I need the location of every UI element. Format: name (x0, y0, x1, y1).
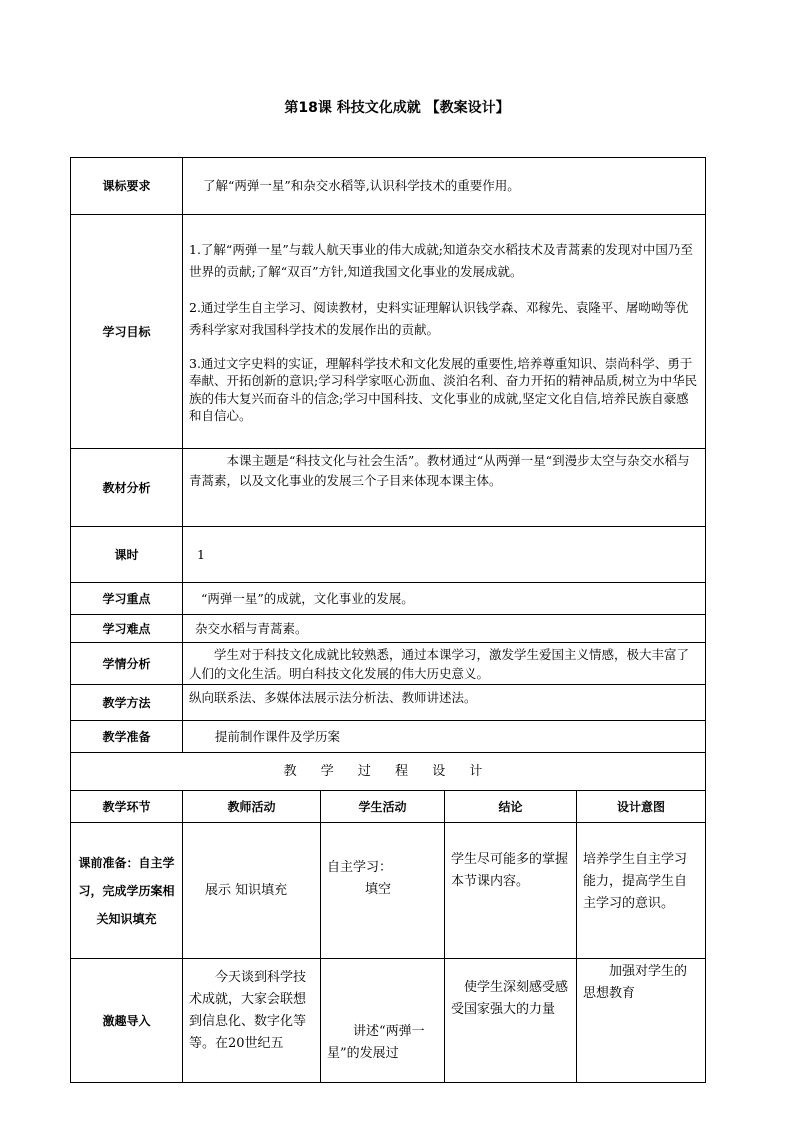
row-hours (71, 527, 706, 583)
row-key (71, 583, 706, 615)
row-method (71, 685, 706, 721)
label-method: 教学方法 (71, 685, 183, 721)
intent-intro: 加强对学生的思想教育 (577, 959, 706, 1083)
page-title: 第18课 科技文化成就 【教案设计】 (284, 100, 510, 116)
stage-intro: 激趣导入 (71, 959, 183, 1083)
conclusion-intro: 使学生深刻感受感受国家强大的力量 (445, 959, 577, 1083)
value-analysis: 本课主题是“科技文化与社会生活”。教材通过“从两弹一星“到漫步太空与杂交水稻与青蒿素，以及文化事业的发展三个子目来体现本课主体。 (183, 449, 706, 527)
value-standard: 了解“两弹一星”和杂交水稻等,认识科学技术的重要作用。 (183, 158, 706, 215)
goal-item-1: 1.了解“两弹一星”与载人航天事业的伟大成就;知道杂交水稻技术及青蒿素的发现对中国乃至世界的贡献;了解“双百”方针,知道我国文化事业的发展成就。 (189, 241, 693, 279)
row-prep (71, 721, 706, 753)
goal-item-2: 2.通过学生自主学习、阅读教材，史料实证理解认识钱学森、邓稼先、袁隆平、屠呦呦等优秀科学家对我国科学技术的发展作出的贡献。 (189, 299, 689, 337)
goal-item-3: 3.通过文字史料的实证，理解科学技术和文化发展的重要性,培养尊重知识、崇尚科学、勇于奉献、开拓创新的意识;学习科学家呕心沥血、淡泊名利、奋力开拓的精神品质,树立为中华民族的伟大复兴而奋斗的信念;学习中国科技、文化事业的成就,坚定文化自信,培养民族自豪感和自信心。 (189, 355, 698, 423)
process-row-prep (71, 823, 706, 959)
header-intent: 设计意图 (577, 791, 706, 823)
label-standard: 课标要求 (71, 158, 183, 215)
header-student: 学生活动 (321, 791, 445, 823)
label-hours: 课时 (71, 527, 183, 583)
student-activity-intro: 讲述“两弹一星”的发展过 (321, 959, 445, 1083)
process-header-row (71, 791, 706, 823)
header-conclusion: 结论 (445, 791, 577, 823)
label-situation: 学情分析 (71, 643, 183, 685)
teacher-activity-prep: 展示 知识填充 (183, 823, 321, 959)
label-difficulty: 学习难点 (71, 615, 183, 643)
process-row-intro (71, 959, 706, 1083)
row-process-heading (71, 753, 706, 791)
value-method: 纵向联系法、多媒体法展示法分析法、教师讲述法。 (183, 685, 706, 721)
row-standard (71, 158, 706, 215)
label-key: 学习重点 (71, 583, 183, 615)
row-analysis (71, 449, 706, 527)
value-prep: 提前制作课件及学历案 (183, 721, 706, 753)
student-activity-prep (321, 823, 445, 959)
student-activity-line-2: 填空 (365, 882, 392, 897)
intent-prep: 培养学生自主学习能力，提高学生自主学习的意识。 (577, 823, 706, 959)
header-teacher: 教师活动 (183, 791, 321, 823)
stage-prep: 课前准备：自主学习，完成学历案相关知识填充 (71, 823, 183, 959)
process-heading: 教 学 过 程 设 计 (71, 753, 706, 791)
teacher-activity-intro: 今天谈到科学技术成就，大家会联想到信息化、数字化等等。在20世纪五 (183, 959, 321, 1083)
value-key: “两弹一星”的成就，文化事业的发展。 (183, 583, 706, 615)
row-situation (71, 643, 706, 685)
lesson-plan-table (70, 157, 706, 1083)
student-activity-line-1: 自主学习： (327, 860, 393, 875)
value-goals (183, 215, 706, 449)
value-situation: 学生对于科技文化成就比较熟悉，通过本课学习，激发学生爱国主义情感，极大丰富了人们的文化生活。明白科技文化发展的伟大历史意义。 (183, 643, 706, 685)
label-goals: 学习目标 (71, 215, 183, 449)
label-analysis: 教材分析 (71, 449, 183, 527)
conclusion-prep: 学生尽可能多的掌握本节课内容。 (445, 823, 577, 959)
row-goals (71, 215, 706, 449)
label-prep: 教学准备 (71, 721, 183, 753)
header-stage: 教学环节 (71, 791, 183, 823)
value-difficulty: 杂交水稻与青蒿素。 (183, 615, 706, 643)
value-hours: 1 (183, 527, 706, 583)
row-difficulty (71, 615, 706, 643)
